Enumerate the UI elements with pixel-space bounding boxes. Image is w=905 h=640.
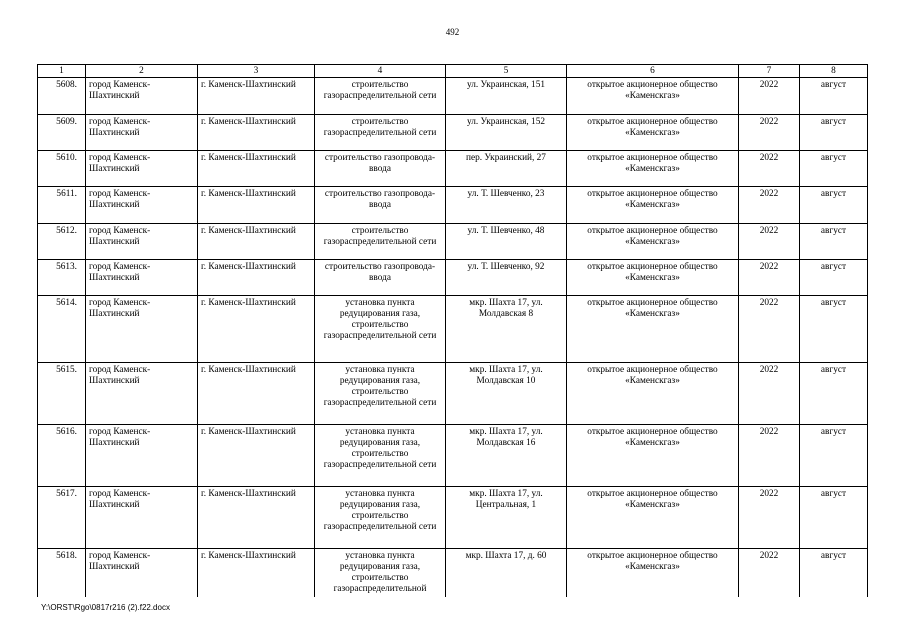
column-number: 1 (38, 65, 86, 78)
municipality-cell: г. Каменск-Шахтинский (198, 151, 315, 187)
address-cell: ул. Украинская, 151 (446, 78, 567, 115)
year-cell: 2022 (739, 78, 800, 115)
column-number: 6 (567, 65, 739, 78)
organization-cell: открытое акционерное общество «Каменскгаз» (567, 549, 739, 597)
year-cell: 2022 (739, 115, 800, 151)
month-cell: август (800, 115, 868, 151)
settlement-cell: город Каменск-Шахтинский (86, 224, 198, 260)
table-row (38, 78, 868, 115)
month-cell: август (800, 296, 868, 363)
organization-cell: открытое акционерное общество «Каменскгаз» (567, 187, 739, 224)
work-type-cell: установка пункта редуцирования газа, строительство газораспределительной (315, 549, 446, 597)
municipality-cell: г. Каменск-Шахтинский (198, 115, 315, 151)
work-type-cell: строительство газопровода-ввода (315, 187, 446, 224)
municipality-cell: г. Каменск-Шахтинский (198, 487, 315, 549)
settlement-cell: город Каменск-Шахтинский (86, 296, 198, 363)
settlement-cell: город Каменск-Шахтинский (86, 187, 198, 224)
municipality-cell: г. Каменск-Шахтинский (198, 549, 315, 597)
year-cell: 2022 (739, 187, 800, 224)
row-number: 5617. (38, 487, 86, 549)
month-cell: август (800, 151, 868, 187)
column-number-row (38, 65, 868, 78)
table-row (38, 549, 868, 597)
row-number: 5614. (38, 296, 86, 363)
settlement-cell: город Каменск-Шахтинский (86, 260, 198, 296)
address-cell: мкр. Шахта 17, ул. Молдавская 8 (446, 296, 567, 363)
page-number: 492 (445, 27, 460, 37)
address-cell: мкр. Шахта 17, ул. Молдавская 10 (446, 363, 567, 425)
month-cell: август (800, 260, 868, 296)
column-number: 5 (446, 65, 567, 78)
organization-cell: открытое акционерное общество «Каменскгаз» (567, 115, 739, 151)
address-cell: ул. Т. Шевченко, 92 (446, 260, 567, 296)
address-cell: ул. Т. Шевченко, 23 (446, 187, 567, 224)
table-row (38, 425, 868, 487)
year-cell: 2022 (739, 487, 800, 549)
work-type-cell: установка пункта редуцирования газа, строительство газораспределительной сети (315, 363, 446, 425)
table-row (38, 224, 868, 260)
table-row (38, 296, 868, 363)
file-path-footer: Y:\ORST\Rgo\0817r216 (2).f22.docx (41, 603, 170, 612)
address-cell: мкр. Шахта 17, ул. Центральная, 1 (446, 487, 567, 549)
organization-cell: открытое акционерное общество «Каменскгаз» (567, 224, 739, 260)
work-type-cell: строительство газопровода-ввода (315, 260, 446, 296)
column-number: 4 (315, 65, 446, 78)
work-type-cell: строительство газораспределительной сети (315, 115, 446, 151)
address-cell: пер. Украинский, 27 (446, 151, 567, 187)
month-cell: август (800, 487, 868, 549)
year-cell: 2022 (739, 425, 800, 487)
municipality-cell: г. Каменск-Шахтинский (198, 187, 315, 224)
organization-cell: открытое акционерное общество «Каменскгаз» (567, 151, 739, 187)
organization-cell: открытое акционерное общество «Каменскгаз» (567, 363, 739, 425)
municipality-cell: г. Каменск-Шахтинский (198, 363, 315, 425)
table-row (38, 363, 868, 425)
work-type-cell: установка пункта редуцирования газа, строительство газораспределительной сети (315, 296, 446, 363)
table-row (38, 115, 868, 151)
settlement-cell: город Каменск-Шахтинский (86, 549, 198, 597)
municipality-cell: г. Каменск-Шахтинский (198, 260, 315, 296)
organization-cell: открытое акционерное общество «Каменскгаз» (567, 296, 739, 363)
address-cell: мкр. Шахта 17, д. 60 (446, 549, 567, 597)
work-type-cell: установка пункта редуцирования газа, строительство газораспределительной сети (315, 487, 446, 549)
row-number: 5611. (38, 187, 86, 224)
row-number: 5612. (38, 224, 86, 260)
settlement-cell: город Каменск-Шахтинский (86, 487, 198, 549)
row-number: 5615. (38, 363, 86, 425)
municipality-cell: г. Каменск-Шахтинский (198, 425, 315, 487)
year-cell: 2022 (739, 549, 800, 597)
address-cell: ул. Украинская, 152 (446, 115, 567, 151)
table-row (38, 187, 868, 224)
address-cell: мкр. Шахта 17, ул. Молдавская 16 (446, 425, 567, 487)
column-number: 2 (86, 65, 198, 78)
column-number: 3 (198, 65, 315, 78)
work-type-cell: строительство газопровода-ввода (315, 151, 446, 187)
work-type-cell: строительство газораспределительной сети (315, 224, 446, 260)
organization-cell: открытое акционерное общество «Каменскгаз» (567, 425, 739, 487)
row-number: 5608. (38, 78, 86, 115)
year-cell: 2022 (739, 296, 800, 363)
gasification-table (37, 64, 868, 597)
organization-cell: открытое акционерное общество «Каменскгаз» (567, 487, 739, 549)
settlement-cell: город Каменск-Шахтинский (86, 115, 198, 151)
settlement-cell: город Каменск-Шахтинский (86, 78, 198, 115)
municipality-cell: г. Каменск-Шахтинский (198, 78, 315, 115)
municipality-cell: г. Каменск-Шахтинский (198, 296, 315, 363)
row-number: 5616. (38, 425, 86, 487)
table-row (38, 260, 868, 296)
settlement-cell: город Каменск-Шахтинский (86, 151, 198, 187)
row-number: 5610. (38, 151, 86, 187)
month-cell: август (800, 549, 868, 597)
month-cell: август (800, 187, 868, 224)
column-number: 7 (739, 65, 800, 78)
column-number: 8 (800, 65, 868, 78)
month-cell: август (800, 78, 868, 115)
month-cell: август (800, 425, 868, 487)
settlement-cell: город Каменск-Шахтинский (86, 425, 198, 487)
settlement-cell: город Каменск-Шахтинский (86, 363, 198, 425)
organization-cell: открытое акционерное общество «Каменскгаз» (567, 260, 739, 296)
year-cell: 2022 (739, 224, 800, 260)
month-cell: август (800, 224, 868, 260)
table-row (38, 151, 868, 187)
organization-cell: открытое акционерное общество «Каменскгаз» (567, 78, 739, 115)
year-cell: 2022 (739, 363, 800, 425)
year-cell: 2022 (739, 260, 800, 296)
row-number: 5609. (38, 115, 86, 151)
year-cell: 2022 (739, 151, 800, 187)
month-cell: август (800, 363, 868, 425)
row-number: 5618. (38, 549, 86, 597)
work-type-cell: строительство газораспределительной сети (315, 78, 446, 115)
table-row (38, 487, 868, 549)
work-type-cell: установка пункта редуцирования газа, строительство газораспределительной сети (315, 425, 446, 487)
address-cell: ул. Т. Шевченко, 48 (446, 224, 567, 260)
row-number: 5613. (38, 260, 86, 296)
municipality-cell: г. Каменск-Шахтинский (198, 224, 315, 260)
